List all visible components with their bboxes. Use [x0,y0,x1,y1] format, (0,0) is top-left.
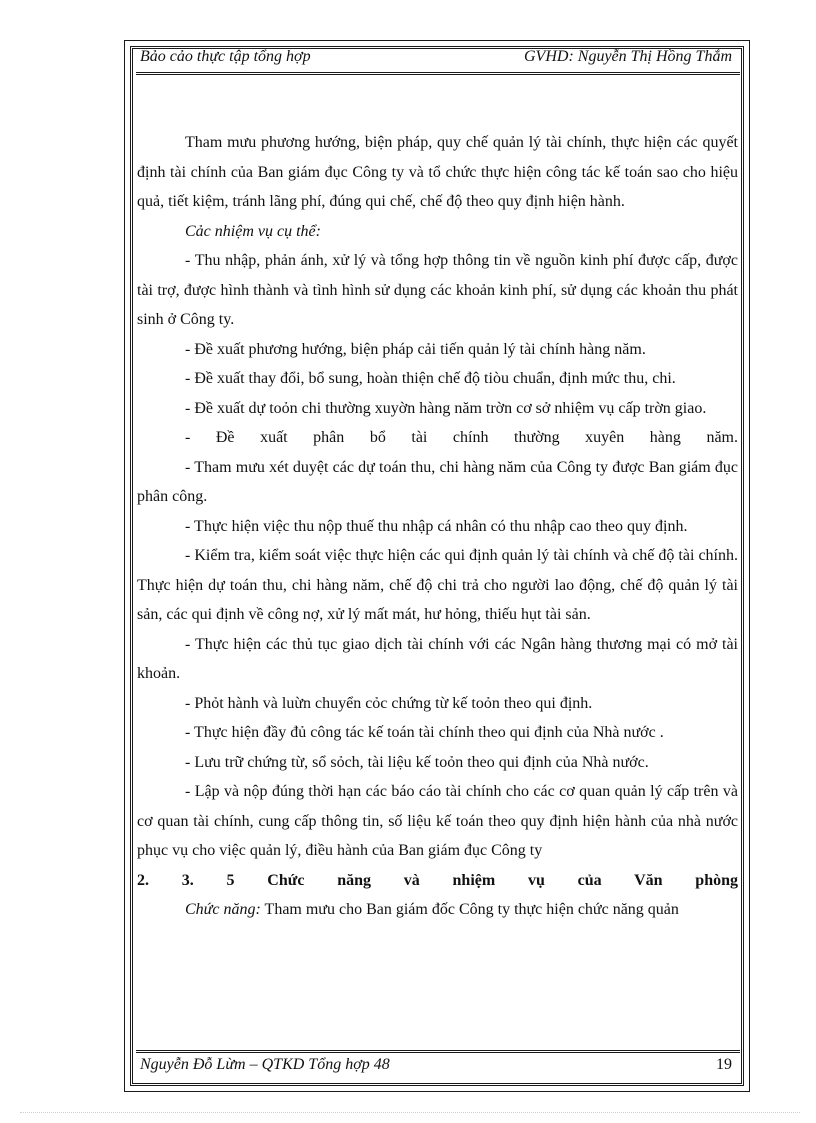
paragraph-function [137,895,738,925]
header-advisor: GVHD: Nguyễn Thị Hồng Thắm [524,48,732,65]
function-text: Tham mưu cho Ban giám đốc Công ty thực hiện chức năng quản [260,901,679,918]
footer-author: Nguyễn Đỗ Lừm – QTKD Tổng hợp 48 [140,1056,390,1073]
task-item: - Đề xuất phân bổ tài chính thường xuyên hàng năm. [185,429,738,446]
task-item: - Phỏt hành và luừn chuyển cỏc chứng từ kế toỏn theo qui định. [185,694,593,712]
page-footer [136,1056,736,1078]
header-divider [136,72,740,75]
paragraph-intro: Tham mưu phương hướng, biện pháp, quy chế quản lý tài chính, thực hiện các quyết định tài chính của Ban giám đục Công ty và tổ chức thực hiện công tác kế toán sao cho hiệu quả, tiết kiệm, tránh lãng phí, đúng qui chế, chế độ theo quy định hiện hành. [137,134,738,210]
task-item: - Tham mưu xét duyệt các dự toán thu, chi hàng năm của Công ty được Ban giám đục phân công. [137,458,738,505]
task-item: - Thực hiện các thủ tục giao dịch tài chính với các Ngân hàng thương mại có mở tài khoản. [137,635,738,682]
subheading-tasks: Cảc nhiệm vụ cụ thể: [185,222,321,240]
task-item: - Thực hiện việc thu nộp thuế thu nhập cá nhân có thu nhập cao theo quy định. [185,517,688,535]
task-item: - Đề xuất dự toỏn chi thường xuyờn hàng năm trờn cơ sở nhiệm vụ cấp trờn giao. [185,399,707,417]
task-item: - Đề xuất phương hướng, biện pháp cải tiến quản lý tài chính hàng năm. [185,340,646,358]
task-item: - Thực hiện đầy đủ công tác kế toán tài chính theo qui định của Nhà nước . [185,724,664,741]
section-heading: 2. 3. 5 Chức năng và nhiệm vụ của Văn phòng [137,871,738,889]
task-item: - Kiểm tra, kiểm soát việc thực hiện các qui định quản lý tài chính và chế độ tài chính. Thực hiện dự toán thu, chi hàng năm, chế độ chi trả cho người lao động, chế độ quản lý tài sản, các qui định về công nợ, xử lý mất mát, hư hỏng, thiếu hụt tài sản. [137,547,738,623]
page-number: 19 [716,1056,732,1073]
page-header [136,48,736,70]
function-label: Chức năng: [185,901,261,918]
header-report-title: Bảo cảo thực tập tổng hợp [140,48,311,65]
page-body [137,128,738,925]
footer-divider [136,1050,740,1053]
task-item: - Thu nhập, phản ánh, xử lý và tổng hợp thông tin về nguồn kinh phí được cấp, được tài trợ, được hình thành và tình hình sử dụng các khoản kinh phí, sử dụng các khoản thu phát sinh ở Công ty. [137,252,738,328]
page-edge-divider [20,1112,800,1113]
task-item: - Lập và nộp đúng thời hạn các báo cáo tài chính cho các cơ quan quản lý cấp trên và cơ quan tài chính, cung cấp thông tin, số liệu kế toán theo quy định hiện hành của nhà nước phục vụ cho việc quản lý, điều hành của Ban giám đục Công ty [137,783,738,859]
task-item: - Lưu trữ chứng từ, sổ sỏch, tài liệu kế toỏn theo qui định của Nhà nước. [185,753,649,771]
task-item: - Đề xuất thay đổi, bổ sung, hoàn thiện chế độ tiòu chuẩn, định mức thu, chi. [185,370,676,387]
